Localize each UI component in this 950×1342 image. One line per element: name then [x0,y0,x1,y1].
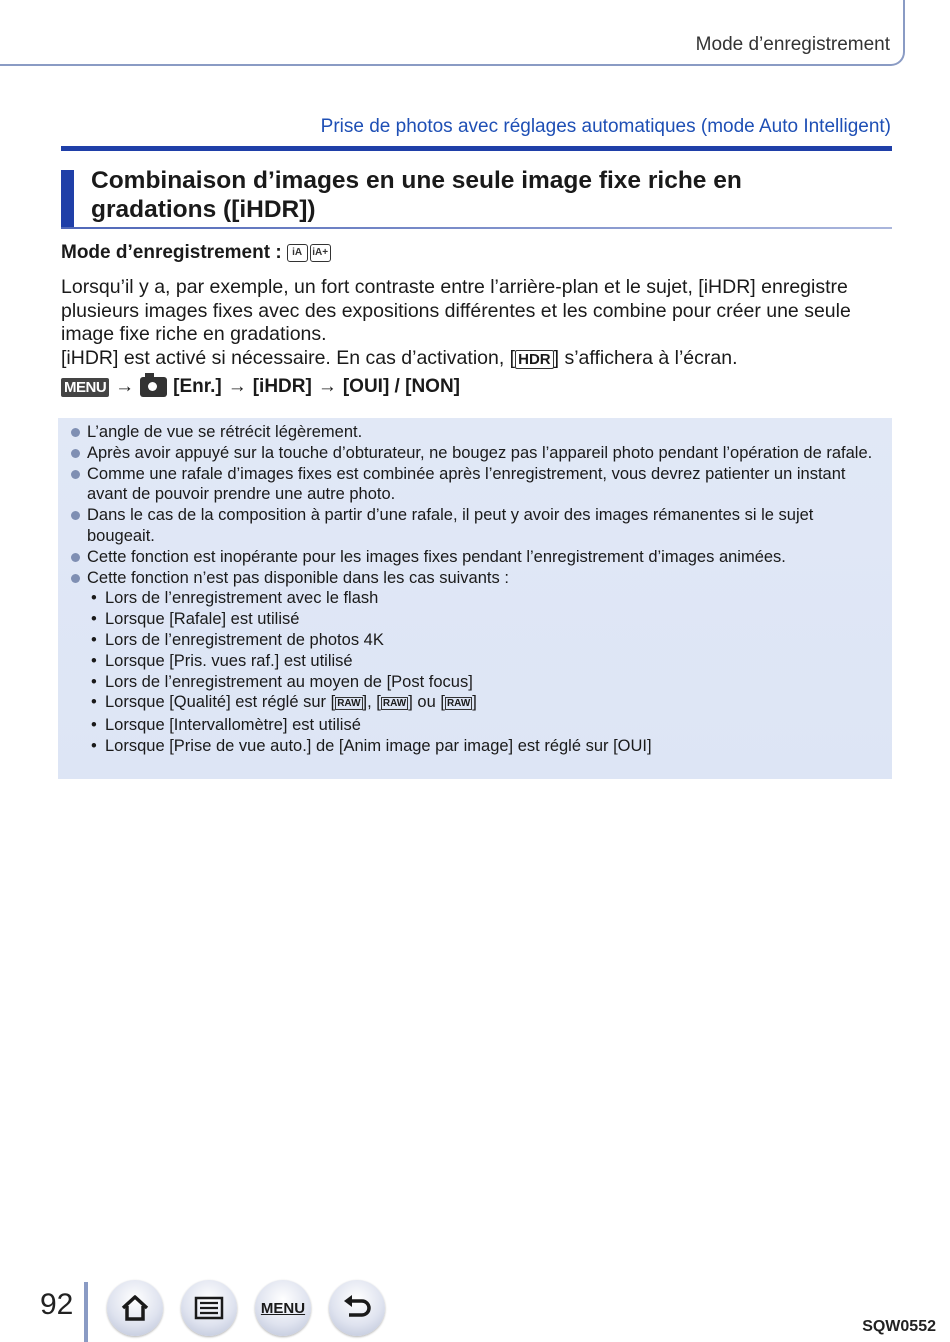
note-item [70,443,885,464]
raw-icon: RAW [446,698,471,710]
sub-item: • Lorsque [Pris. vues raf.] est utilisé [70,651,885,672]
note-text: Cette fonction n’est pas disponible dans les cas suivants : [87,568,509,587]
quality-text: ] [472,693,477,712]
section-subtitle: Prise de photos avec réglages automatiques (mode Auto Intelligent) [320,116,891,137]
recording-mode-line [61,242,331,264]
ia-plus-mode-icon: iA+ [310,244,331,262]
page-number: 92 [40,1288,74,1321]
sub-item: • Lors de l’enregistrement avec le flash [70,588,885,609]
note-text: L’angle de vue se rétrécit légèrement. [87,423,363,441]
paragraph-2-text-after: ] s’affichera à l’écran. [553,346,738,369]
quality-text: ] ou [ [408,693,445,712]
note-item [70,422,885,443]
bullet-icon [71,470,80,479]
page-title: Combinaison d’images en une seule image fixe riche en gradations ([iHDR]) [91,167,742,223]
bullet-icon [71,449,80,458]
sub-item: • Lors de l’enregistrement au moyen de [Post focus] [70,672,885,693]
paragraph-2-text-before: [iHDR] est activé si nécessaire. En cas d’activation, [ [61,346,516,369]
camera-icon [140,377,167,397]
bullet-icon [71,511,80,520]
description-paragraph-2 [61,347,891,371]
menu-icon: MENU [61,378,109,397]
menu-path [61,376,460,398]
menu-list-button[interactable] [255,1280,311,1336]
recording-mode-label: Mode d’enregistrement : [61,242,282,263]
bullet-icon [71,574,80,583]
header-frame [0,0,905,66]
description [61,276,891,370]
sub-item: • Lorsque [Intervallomètre] est utilisé [70,715,885,736]
menu-step-rec: [Enr.] [173,376,222,397]
note-text: Dans le cas de la composition à partir d’une rafale, il peut y avoir des images rémanentes si le sujet bougeait. [87,506,814,545]
arrow: → [227,376,247,397]
note-text: Après avoir appuyé sur la touche d’obturateur, ne bougez pas l’appareil photo pendant l’opération de rafale. [87,443,873,462]
note-item [70,547,885,568]
list-icon [192,1291,226,1325]
title-accent-bar [61,170,74,228]
sub-item: • Lors de l’enregistrement de photos 4K [70,630,885,651]
hdr-icon: HDR [515,350,554,369]
menu-step-ihdr: [iHDR] [252,376,312,397]
menu-step-options: [OUI] / [NON] [342,376,460,397]
note-text: Cette fonction est inopérante pour les images fixes pendant l’enregistrement d’images animées. [87,547,786,566]
raw-standard-icon: RAW [382,698,407,710]
home-icon [118,1291,152,1325]
note-item [70,464,885,506]
back-button[interactable] [329,1280,385,1336]
arrow: → [115,376,135,397]
sub-item: • Lorsque [Prise de vue auto.] de [Anim image par image] est réglé sur [OUI] [70,736,885,757]
home-button[interactable] [107,1280,163,1336]
title-bottom-rule [61,227,892,229]
document-code: SQW0552 [862,1318,936,1335]
raw-fine-icon: RAW [337,698,361,710]
description-paragraph-1: Lorsqu’il y a, par exemple, un fort contraste entre l’arrière-plan et le sujet, [iHDR] enregistre plusieurs images fixes avec des expositions différentes et les combine pour créer une seule image fixe riche en gradations. [61,276,851,345]
back-arrow-icon [340,1291,374,1325]
title-top-rule [61,146,892,151]
quality-text: ], [ [362,693,381,712]
ia-mode-icon: iA [287,244,308,262]
contents-button[interactable] [181,1280,237,1336]
page-separator [84,1282,88,1342]
section-header: Mode d’enregistrement [695,34,890,55]
bullet-icon [71,553,80,562]
arrow: → [317,376,337,397]
note-item [70,568,885,589]
quality-text: Lorsque [Qualité] est réglé sur [ [105,693,336,712]
note-text: Comme une rafale d’images fixes est combinée après l’enregistrement, vous devrez patienter un instant avant de pouvoir prendre une autre photo. [87,464,846,504]
notes-list [70,422,885,757]
bullet-icon [71,428,80,437]
sub-item-quality [70,692,885,715]
note-item [70,505,885,547]
sub-item: • Lorsque [Rafale] est utilisé [70,609,885,630]
menu-button-label: MENU [260,1299,306,1317]
